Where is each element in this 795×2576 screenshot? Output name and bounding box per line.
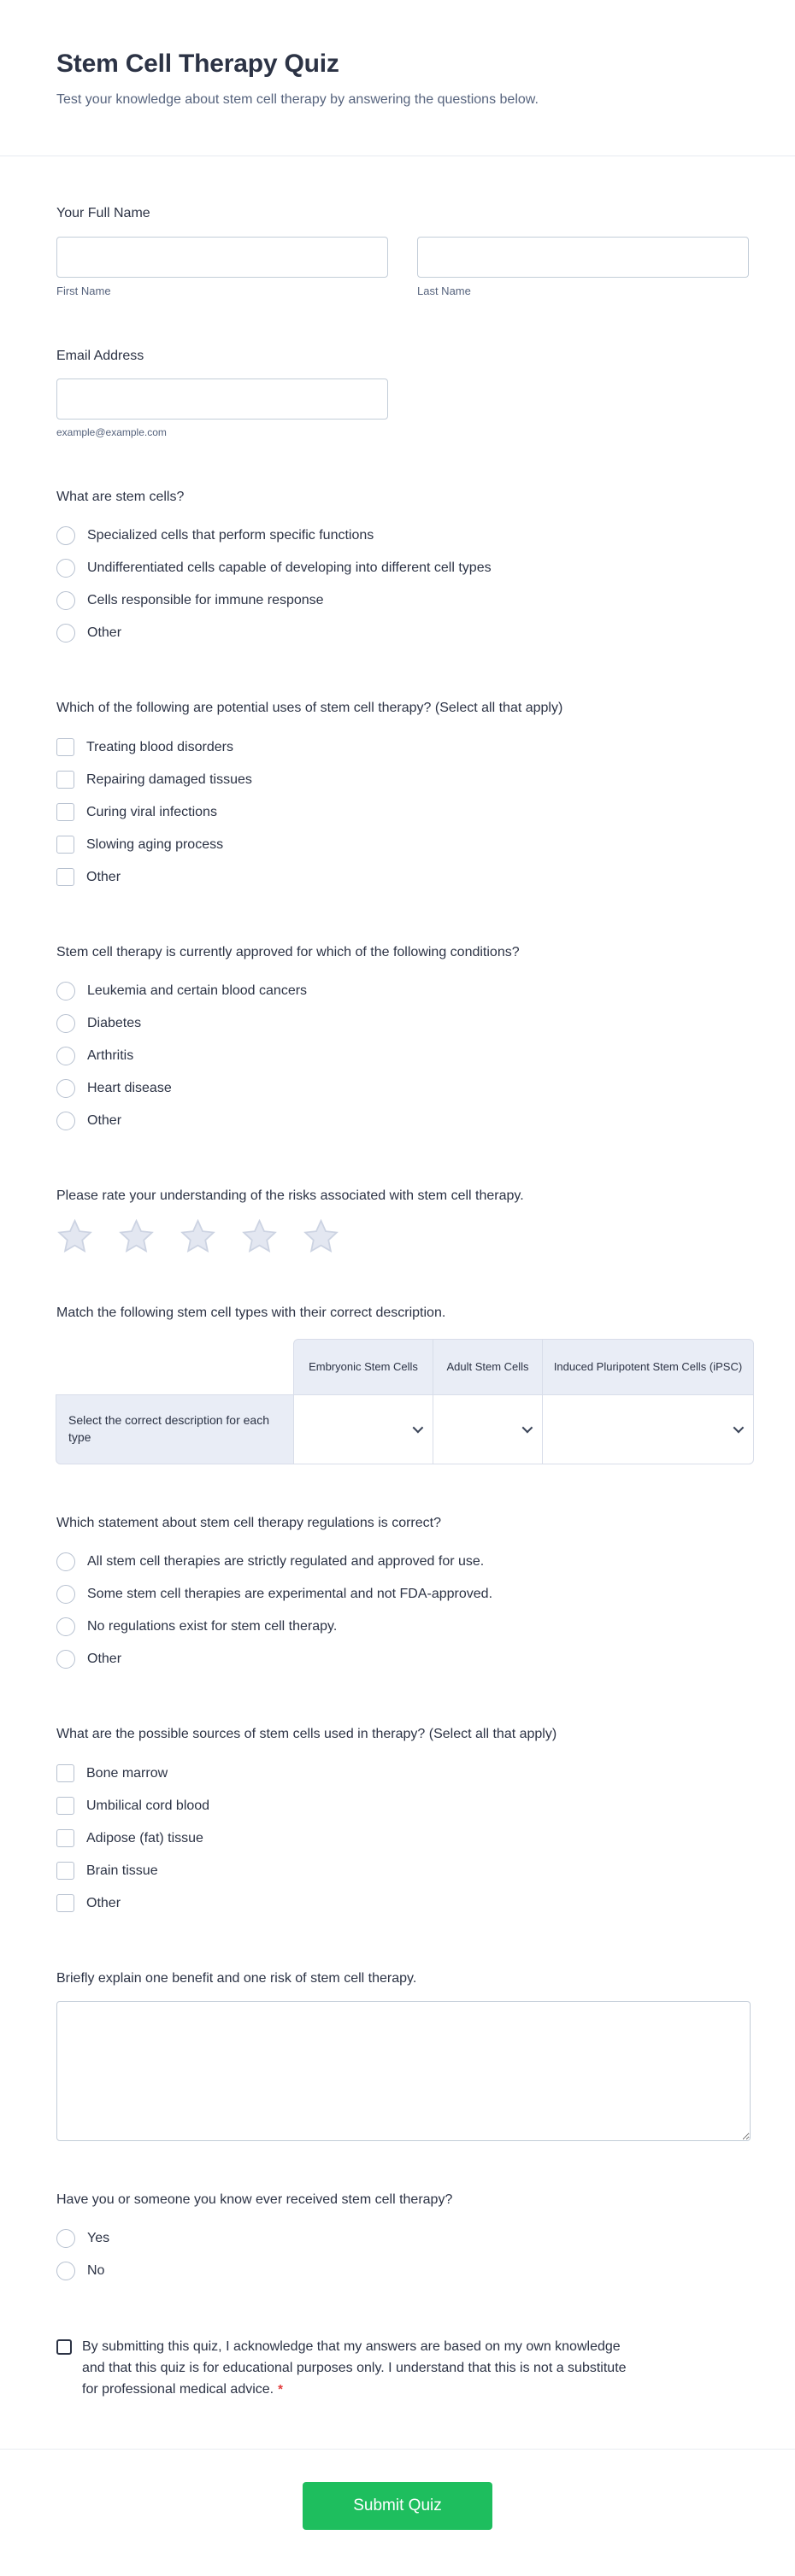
radio-option-label: No regulations exist for stem cell therapy.: [87, 1619, 338, 1634]
radio-option[interactable]: [56, 1105, 754, 1137]
checkbox-icon[interactable]: [56, 1829, 74, 1847]
radio-options: [56, 2222, 754, 2287]
radio-option[interactable]: [56, 2255, 754, 2287]
checkbox-icon[interactable]: [56, 1862, 74, 1880]
radio-option-label: Cells responsible for immune response: [87, 593, 324, 608]
radio-button-icon[interactable]: [56, 591, 75, 610]
radio-button-icon[interactable]: [56, 1585, 75, 1604]
radio-option[interactable]: [56, 1578, 754, 1611]
checkbox-icon[interactable]: [56, 1797, 74, 1815]
question-sources: [56, 1725, 754, 1919]
email-input[interactable]: [56, 378, 388, 420]
star-rating: [56, 1219, 754, 1254]
email-label: Email Address: [56, 348, 144, 363]
radio-button-icon[interactable]: [56, 1079, 75, 1098]
question-label: Briefly explain one benefit and one risk of stem cell therapy.: [56, 1970, 417, 1986]
required-asterisk: *: [278, 2382, 283, 2397]
consent-checkbox[interactable]: [56, 2339, 72, 2355]
checkbox-option[interactable]: [56, 1757, 754, 1790]
form-footer: [0, 2449, 795, 2576]
radio-option-label: Yes: [87, 2231, 110, 2246]
radio-option[interactable]: [56, 1546, 754, 1578]
radio-option[interactable]: [56, 584, 754, 617]
matrix-corner-cell: [56, 1339, 294, 1395]
question-match-types: [56, 1304, 754, 1464]
checkbox-option-label: Treating blood disorders: [86, 739, 233, 754]
radio-button-icon[interactable]: [56, 982, 75, 1000]
radio-option-label: Other: [87, 1652, 122, 1667]
checkbox-option-label: Bone marrow: [86, 1765, 168, 1781]
question-label: Which of the following are potential uses of stem cell therapy? (Select all that apply): [56, 701, 563, 716]
radio-button-icon[interactable]: [56, 2262, 75, 2280]
radio-option[interactable]: [56, 2222, 754, 2255]
radio-options: [56, 1546, 754, 1675]
checkbox-icon[interactable]: [56, 803, 74, 821]
matrix-column-header: Induced Pluripotent Stem Cells (iPSC): [542, 1339, 754, 1395]
question-risk-rating: [56, 1187, 754, 1253]
last-name-input[interactable]: [417, 237, 749, 278]
form-title: Stem Cell Therapy Quiz: [56, 50, 339, 78]
radio-option[interactable]: [56, 1611, 754, 1643]
radio-option-label: Arthritis: [87, 1048, 134, 1064]
benefit-risk-textarea[interactable]: [56, 2001, 751, 2141]
checkbox-icon[interactable]: [56, 771, 74, 789]
checkbox-icon[interactable]: [56, 1764, 74, 1782]
radio-option-label: Leukemia and certain blood cancers: [87, 983, 308, 999]
question-label: Have you or someone you know ever received stem cell therapy?: [56, 2192, 453, 2208]
checkbox-option-label: Brain tissue: [86, 1863, 158, 1878]
radio-button-icon[interactable]: [56, 526, 75, 545]
checkbox-option-label: Slowing aging process: [86, 836, 224, 852]
checkbox-option[interactable]: [56, 796, 754, 829]
radio-option[interactable]: [56, 519, 754, 552]
radio-option[interactable]: [56, 1643, 754, 1675]
question-potential-uses: [56, 699, 754, 893]
checkbox-icon[interactable]: [56, 1894, 74, 1912]
form-subtitle: Test your knowledge about stem cell therapy by answering the questions below.: [56, 92, 539, 107]
form-body: [0, 156, 795, 2401]
checkbox-option[interactable]: [56, 1822, 754, 1855]
radio-button-icon[interactable]: [56, 1552, 75, 1571]
field-email: [56, 347, 754, 438]
checkbox-option-label: Other: [86, 869, 121, 884]
checkbox-icon[interactable]: [56, 738, 74, 756]
field-full-name: [56, 204, 754, 296]
checkbox-option-label: Curing viral infections: [86, 804, 217, 819]
radio-option[interactable]: [56, 1072, 754, 1105]
submit-quiz-button[interactable]: Submit Quiz: [303, 2482, 492, 2530]
radio-option[interactable]: [56, 1007, 754, 1040]
checkbox-option[interactable]: [56, 1887, 754, 1920]
question-label: What are the possible sources of stem cells used in therapy? (Select all that apply): [56, 1727, 557, 1742]
chevron-down-icon: [522, 1423, 533, 1434]
question-label: Match the following stem cell types with their correct description.: [56, 1305, 446, 1320]
checkbox-option[interactable]: [56, 1790, 754, 1822]
email-hint: example@example.com: [56, 425, 167, 438]
chevron-down-icon: [733, 1423, 745, 1434]
star-icon[interactable]: [118, 1219, 155, 1254]
matrix-column-header: Adult Stem Cells: [433, 1339, 543, 1395]
form-header: [0, 0, 795, 156]
question-label: Stem cell therapy is currently approved for which of the following conditions?: [56, 944, 520, 959]
first-name-input[interactable]: [56, 237, 388, 278]
checkbox-icon[interactable]: [56, 836, 74, 854]
radio-option-label: Other: [87, 625, 122, 641]
checkbox-option-label: Umbilical cord blood: [86, 1798, 210, 1813]
checkbox-option[interactable]: [56, 861, 754, 894]
question-received-therapy: [56, 2191, 754, 2287]
star-icon[interactable]: [241, 1219, 278, 1254]
radio-option-label: Undifferentiated cells capable of developing into different cell types: [87, 560, 492, 576]
radio-options: [56, 975, 754, 1137]
matrix-dropdown[interactable]: [293, 1394, 433, 1464]
matching-table: [56, 1340, 754, 1464]
radio-option[interactable]: [56, 617, 754, 649]
question-regulations: [56, 1514, 754, 1675]
checkbox-option-label: Adipose (fat) tissue: [86, 1830, 203, 1845]
checkbox-option[interactable]: [56, 1855, 754, 1887]
full-name-label: Your Full Name: [56, 206, 150, 221]
consent-statement: By submitting this quiz, I acknowledge that my answers are based on my own knowledge and that this quiz is for educational purposes only. I understand that this is not a substitute for professional medical advice.: [82, 2339, 627, 2397]
radio-option-label: Diabetes: [87, 1016, 142, 1031]
checkbox-option[interactable]: [56, 764, 754, 796]
radio-button-icon[interactable]: [56, 2229, 75, 2248]
radio-button-icon[interactable]: [56, 1047, 75, 1065]
matrix-column-header: Embryonic Stem Cells: [293, 1339, 433, 1395]
radio-option[interactable]: [56, 975, 754, 1007]
radio-option-label: Other: [87, 1113, 122, 1129]
radio-option-label: Specialized cells that perform specific functions: [87, 528, 374, 543]
checkbox-options: [56, 731, 754, 894]
radio-button-icon[interactable]: [56, 1617, 75, 1636]
checkbox-icon[interactable]: [56, 868, 74, 886]
radio-option-label: Heart disease: [87, 1081, 172, 1096]
question-what-are-stem-cells: [56, 488, 754, 649]
star-icon[interactable]: [303, 1219, 339, 1254]
question-label: Please rate your understanding of the risks associated with stem cell therapy.: [56, 1188, 524, 1204]
consent-text: [82, 2337, 636, 2400]
matrix-row-label: Select the correct description for each type: [56, 1394, 294, 1464]
checkbox-option[interactable]: [56, 829, 754, 861]
checkbox-option-label: Repairing damaged tissues: [86, 772, 252, 787]
matrix-dropdown[interactable]: [542, 1394, 754, 1464]
radio-option-label: Some stem cell therapies are experimental and not FDA-approved.: [87, 1587, 493, 1602]
checkbox-options: [56, 1757, 754, 1920]
question-approved-conditions: [56, 943, 754, 1137]
radio-button-icon[interactable]: [56, 1112, 75, 1130]
matrix-dropdown[interactable]: [433, 1394, 543, 1464]
question-label: What are stem cells?: [56, 489, 185, 504]
checkbox-option[interactable]: [56, 731, 754, 764]
first-name-sublabel: First Name: [56, 284, 111, 297]
consent-field: [56, 2337, 754, 2400]
radio-button-icon[interactable]: [56, 559, 75, 578]
star-icon[interactable]: [56, 1219, 93, 1254]
question-label: Which statement about stem cell therapy regulations is correct?: [56, 1515, 441, 1530]
star-icon[interactable]: [180, 1219, 216, 1254]
radio-option-label: All stem cell therapies are strictly regulated and approved for use.: [87, 1554, 485, 1570]
chevron-down-icon: [413, 1423, 424, 1434]
radio-options: [56, 519, 754, 649]
radio-button-icon[interactable]: [56, 1014, 75, 1033]
radio-option[interactable]: [56, 1040, 754, 1072]
radio-button-icon[interactable]: [56, 624, 75, 643]
question-benefit-risk: [56, 1969, 754, 2141]
last-name-sublabel: Last Name: [417, 284, 471, 297]
checkbox-option-label: Other: [86, 1895, 121, 1910]
radio-button-icon[interactable]: [56, 1650, 75, 1669]
radio-option-label: No: [87, 2263, 105, 2279]
radio-option[interactable]: [56, 552, 754, 584]
